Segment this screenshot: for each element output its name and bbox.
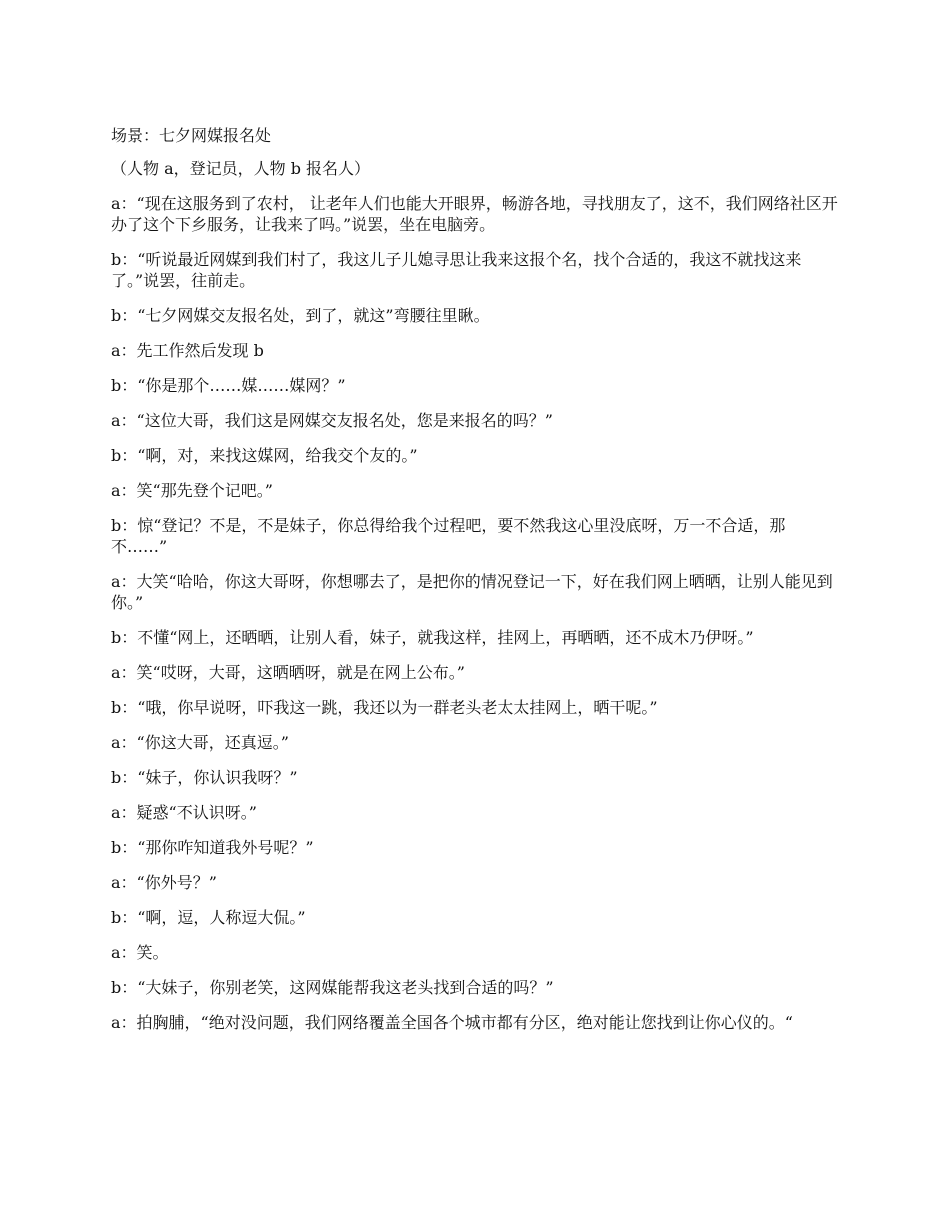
- dialogue-line: b：“听说最近网媒到我们村了，我这儿子儿媳寻思让我来这报个名，找个合适的，我这不就找这来了。”说罢，往前走。: [111, 250, 802, 290]
- scene-heading: 场景：七夕网媒报名处: [111, 126, 272, 145]
- dialogue-line: a：疑惑“不认识呀。”: [111, 803, 257, 822]
- dialogue-line: b：“哦，你早说呀，吓我这一跳，我还以为一群老头老太太挂网上，晒干呢。”: [111, 698, 658, 717]
- dialogue-line: b：不懂“网上，还晒晒，让别人看，妹子，就我这样，挂网上，再晒晒，还不成木乃伊呀。”: [111, 628, 754, 647]
- dialogue-line: a：“现在这服务到了农村， 让老年人们也能大开眼界，畅游各地，寻找朋友了，这不，我们网络社区开办了这个下乡服务，让我来了吗。”说罢，坐在电脑旁。: [111, 194, 838, 234]
- character-list: （人物 a，登记员，人物 b 报名人）: [111, 159, 371, 178]
- dialogue-line: a：大笑“哈哈，你这大哥呀，你想哪去了，是把你的情况登记一下，好在我们网上晒晒，让别人能见到你。”: [111, 572, 833, 612]
- dialogue-line: b：“那你咋知道我外号呢？”: [111, 838, 314, 857]
- dialogue-line: b：“七夕网媒交友报名处，到了，就这”弯腰往里瞅。: [111, 306, 490, 325]
- dialogue-line: a：笑。: [111, 943, 169, 962]
- dialogue-line: b：“妹子，你认识我呀？”: [111, 768, 298, 787]
- dialogue-line: b：“你是那个……媒……媒网？”: [111, 376, 346, 395]
- dialogue-line: a：笑“哎呀，大哥，这晒晒呀，就是在网上公布。”: [111, 663, 465, 682]
- dialogue-line: a：笑“那先登个记吧。”: [111, 481, 273, 500]
- dialogue-line: a：“你外号？”: [111, 873, 217, 892]
- dialogue-line: a：拍胸脯，“绝对没问题，我们网络覆盖全国各个城市都有分区，绝对能让您找到让你心仪的。“: [111, 1013, 793, 1032]
- dialogue-line: b：“啊，逗，人称逗大侃。”: [111, 908, 306, 927]
- dialogue-line: a：“你这大哥，还真逗。”: [111, 733, 289, 752]
- dialogue-line: a：“这位大哥，我们这是网媒交友报名处，您是来报名的吗？”: [111, 411, 553, 430]
- dialogue-line: b：“啊，对，来找这媒网，给我交个友的。”: [111, 446, 418, 465]
- dialogue-line: b：“大妹子，你别老笑，这网媒能帮我这老头找到合适的吗？”: [111, 978, 554, 997]
- document-page: [111, 125, 839, 1047]
- dialogue-line: b：惊“登记？不是，不是妹子，你总得给我个过程吧，要不然我这心里没底呀，万一不合适，那不……”: [111, 516, 786, 556]
- dialogue-line: a：先工作然后发现 b: [111, 341, 264, 360]
